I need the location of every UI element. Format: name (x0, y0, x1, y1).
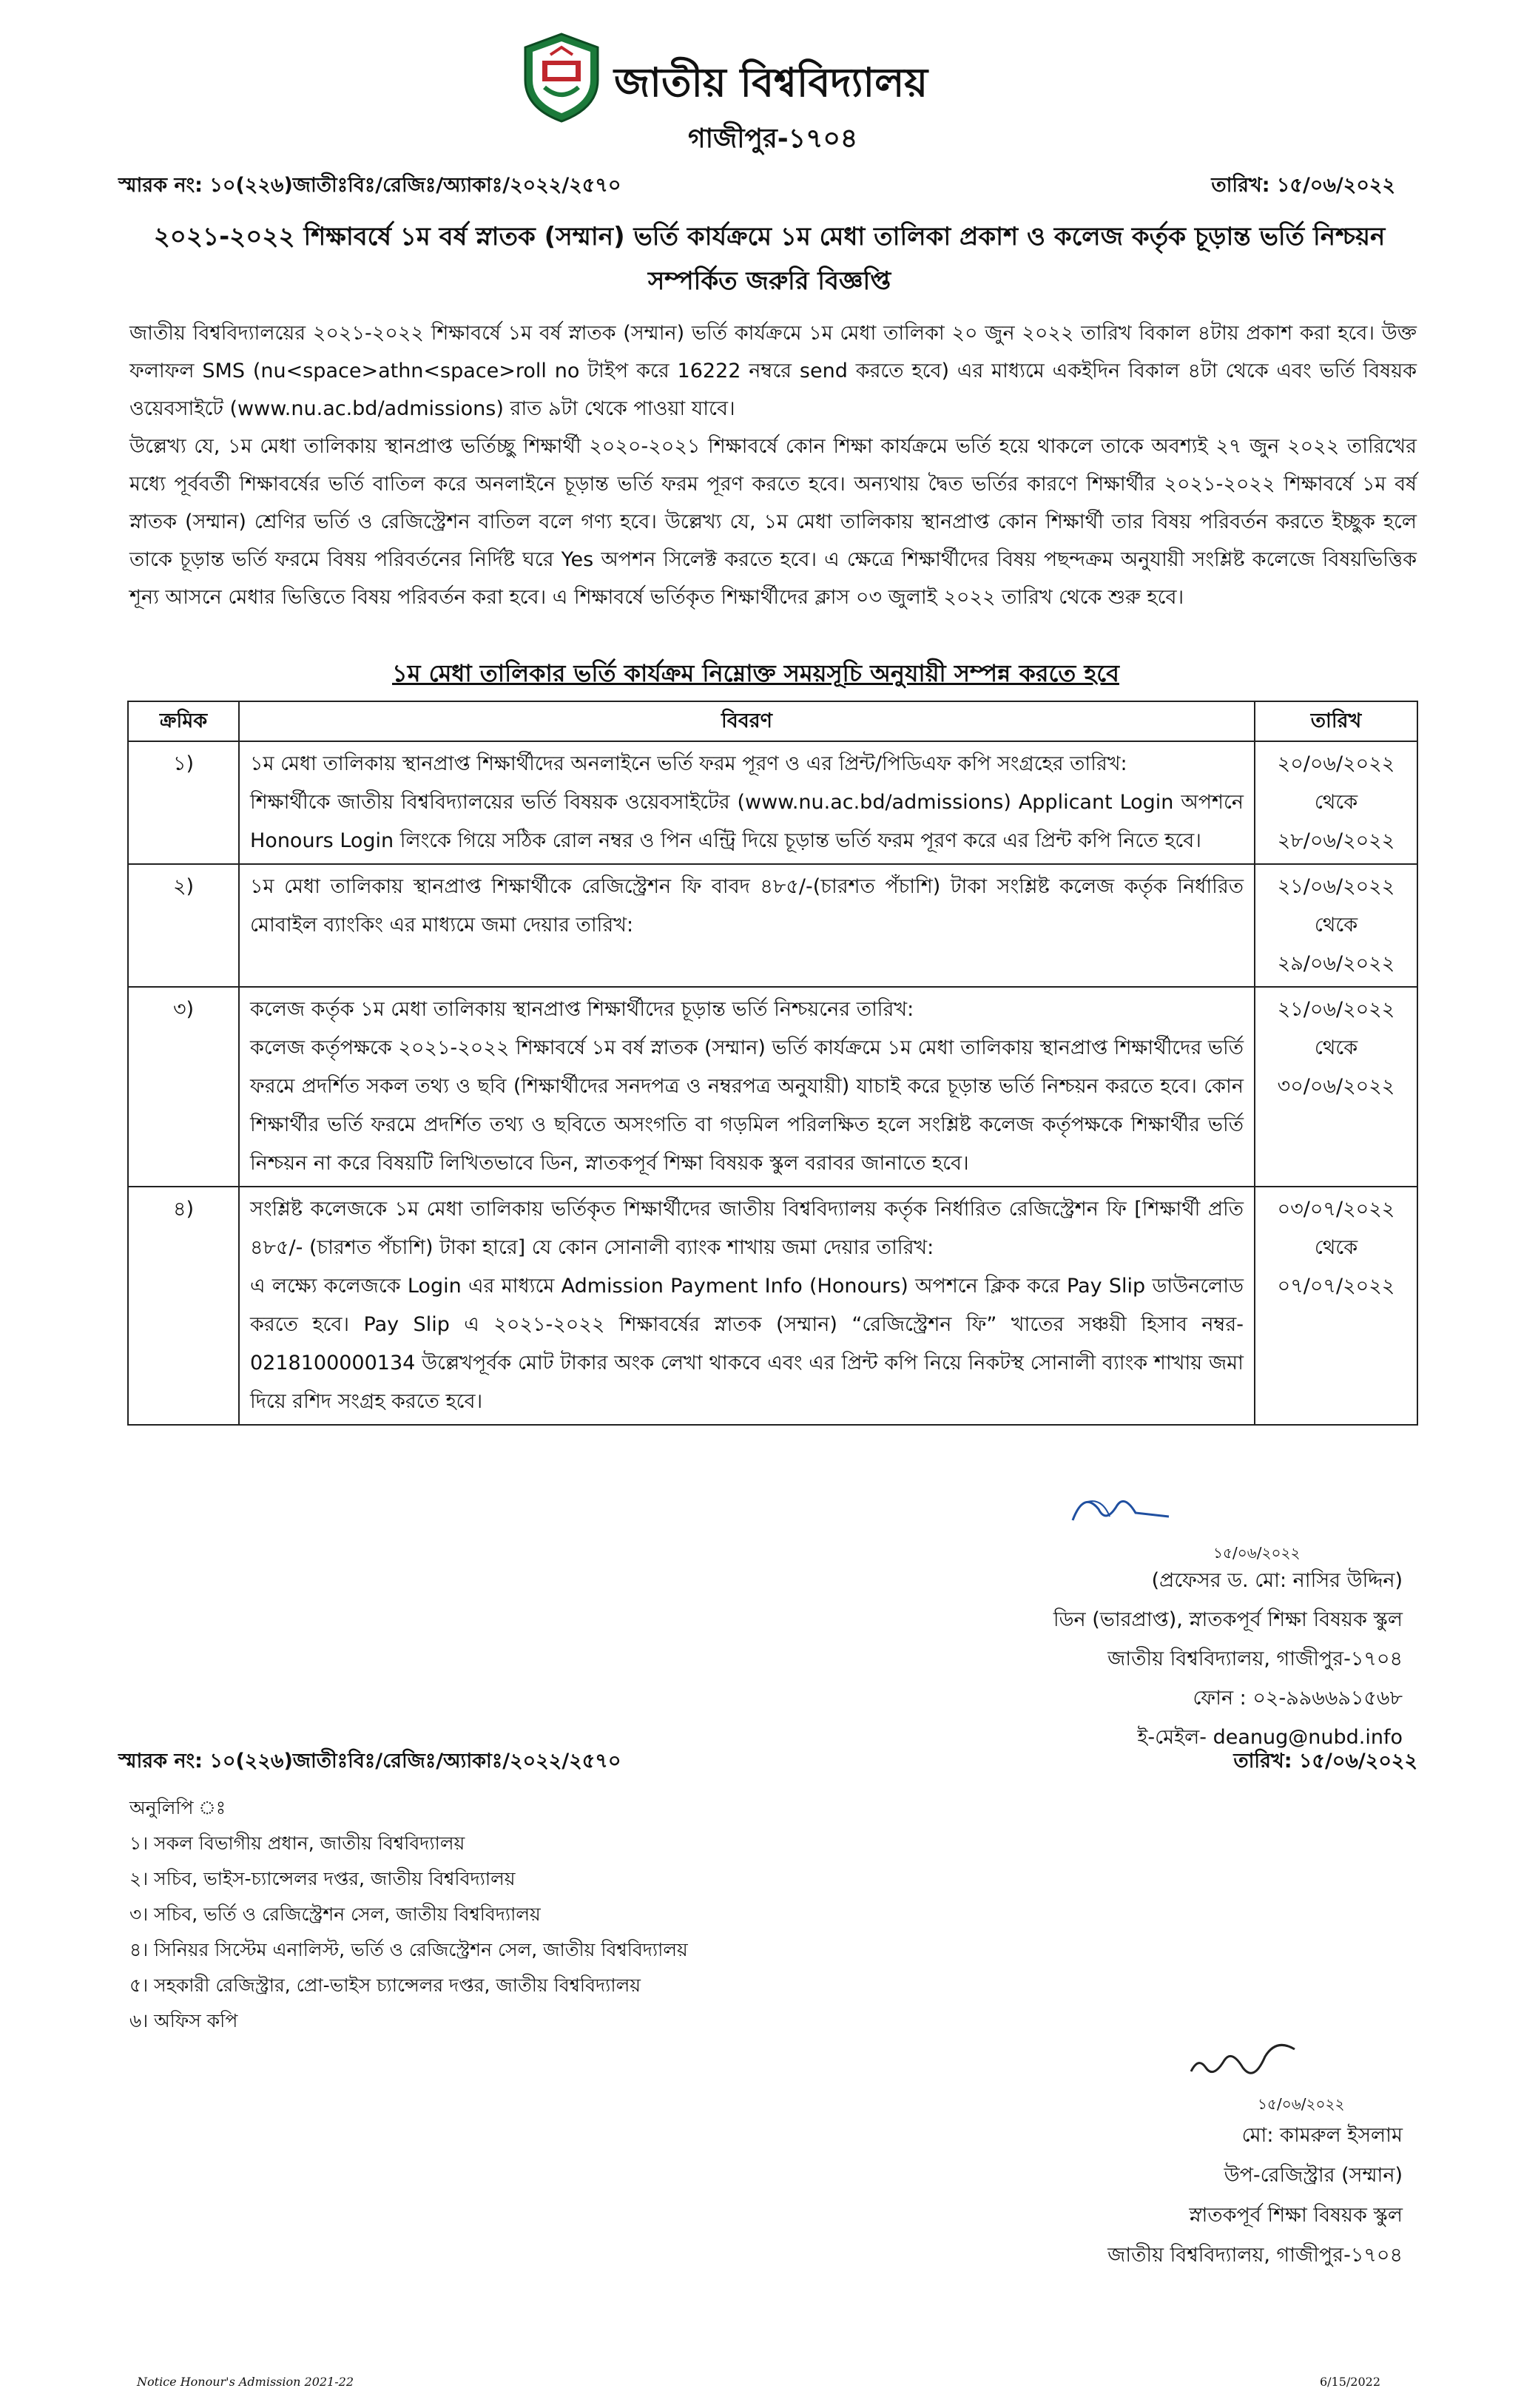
row-serial: ১) (128, 741, 239, 864)
dean-signature (1065, 1483, 1176, 1535)
date-to: ২৯/০৬/২০২২ (1277, 952, 1395, 975)
list-item: ২। সচিব, ভাইস-চ্যান্সেলর দপ্তর, জাতীয় বিশ্ববিদ্যালয় (129, 1868, 516, 1889)
list-item: ৪। সিনিয়র সিস্টেম এনালিস্ট, ভর্তি ও রেজিস্ট্রেশন সেল, জাতীয় বিশ্ববিদ্যালয় (129, 1939, 688, 1960)
row-detail: কলেজ কর্তৃপক্ষকে ২০২১-২০২২ শিক্ষাবর্ষে ১ম বর্ষ স্নাতক (সম্মান) ভর্তি কার্যক্রমে ১ম মেধা তালিকায় স্থানপ্রাপ্ত শিক্ষার্থীদের ভর্তি ফরমে প্রদর্শিত সকল তথ্য ও ছবি (শিক্ষার্থীদের সনদপত্র ও নম্বরপত্র অনুযায়ী) যাচাই করে চূড়ান্ত ভর্তি নিশ্চয়ন করতে হবে। কোন শিক্ষার্থীর ভর্তি ফরমে প্রদর্শিত তথ্য ও ছবিতে অসংগতি বা গড়মিল পরিলক্ষিত হলে সংশ্লিষ্ট কলেজ কর্তৃপক্ষকে শিক্ষার্থীর ভর্তি নিশ্চয়ন না করে বিষয়টি লিখিতভাবে ডিন, স্নাতকপূর্ব শিক্ষা বিষয়ক স্কুল বরাবর জানাতে হবে। (250, 1036, 1244, 1175)
registrar-name: মো: কামরুল ইসলাম (1241, 2124, 1403, 2147)
row-serial: ৪) (128, 1187, 239, 1425)
row-date (1255, 864, 1417, 987)
dean-signature-date: ১৫/০৬/২০২২ (1213, 1544, 1301, 1562)
memo-number: স্মারক নং: ১০(২২৬)জাতীঃবিঃ/রেজিঃ/অ্যাকাঃ/২০২২/২৫৭০ (118, 174, 621, 197)
table-row (128, 1187, 1417, 1425)
date-from: ২১/০৬/২০২২ (1277, 875, 1395, 898)
date-to-word: থেকে (1314, 1236, 1358, 1259)
university-name: জাতীয় বিশ্ববিদ্যালয় (614, 59, 928, 106)
copy-heading: অনুলিপি ঃ (129, 1797, 226, 1818)
row-serial: ২) (128, 864, 239, 987)
copy-memo-number: স্মারক নং: ১০(২২৬)জাতীঃবিঃ/রেজিঃ/অ্যাকাঃ/২০২২/২৫৭০ (118, 1750, 621, 1773)
schedule-table (127, 701, 1418, 1426)
schedule-heading: ১ম মেধা তালিকার ভর্তি কার্যক্রম নিম্নোক্ত সময়সূচি অনুযায়ী সম্পন্ন করতে হবে (392, 659, 1119, 687)
date-to: ৩০/০৬/২০২২ (1277, 1075, 1395, 1098)
notice-date: তারিখ: ১৫/০৬/২০২২ (1211, 174, 1395, 197)
registrar-organization: জাতীয় বিশ্ববিদ্যালয়, গাজীপুর-১৭০৪ (1107, 2244, 1403, 2267)
date-from: ০৩/০৭/২০২২ (1277, 1198, 1395, 1221)
row-description (239, 1187, 1255, 1425)
university-city: গাজীপুর-১৭০৪ (688, 124, 858, 154)
date-to-word: থেকে (1314, 791, 1358, 814)
date-to: ২৮/০৬/২০২২ (1277, 829, 1395, 852)
university-logo (518, 31, 605, 124)
row-detail: এ লক্ষ্যে কলেজকে Login এর মাধ্যমে Admission Payment Info (Honours) অপশনে ক্লিক করে Pay Slip ডাউনলোড করতে হবে। Pay Slip এ ২০২১-২০২২ শিক্ষাবর্ষের স্নাতক (সম্মান) “রেজিস্ট্রেশন ফি” খাতের সঞ্চয়ী হিসাব নম্বর- 0218100000134 উল্লেখপূর্বক মোট টাকার অংক লেখা থাকবে এবং এর প্রিন্ট কপি নিয়ে নিকটস্থ সোনালী ব্যাংক শাখায় জমা দিয়ে রশিদ সংগ্রহ করতে হবে। (250, 1275, 1244, 1413)
row-lead: ১ম মেধা তালিকায় স্থানপ্রাপ্ত শিক্ষার্থীদের অনলাইনে ভর্তি ফরম পূরণ ও এর প্রিন্ট/পিডিএফ কপি সংগ্রহের তারিখ: (250, 752, 1127, 775)
row-description (239, 864, 1255, 987)
body-paragraph-2: উল্লেখ্য যে, ১ম মেধা তালিকায় স্থানপ্রাপ্ত ভর্তিচ্ছু শিক্ষার্থী ২০২০-২০২১ শিক্ষাবর্ষে কোন শিক্ষা কার্যক্রমে ভর্তি হয়ে থাকলে তাকে অবশ্যই ২৭ জুন ২০২২ তারিখের মধ্যে পূর্ববর্তী শিক্ষাবর্ষের ভর্তি বাতিল করে অনলাইনে চূড়ান্ত ভর্তি ফরম পূরণ করতে হবে। অন্যথায় দ্বৈত ভর্তির কারণে শিক্ষার্থীর ২০২১-২০২২ শিক্ষাবর্ষে ১ম বর্ষ স্নাতক (সম্মান) শ্রেণির ভর্তি ও রেজিস্ট্রেশন বাতিল বলে গণ্য হবে। উল্লেখ্য যে, ১ম মেধা তালিকায় স্থানপ্রাপ্ত কোন শিক্ষার্থী তার বিষয় পরিবর্তন করতে ইচ্ছুক হলে তাকে চূড়ান্ত ভর্তি ফরমে বিষয় পরিবর্তনের নির্দিষ্ট ঘরে Yes অপশন সিলেক্ট করতে হবে। এ ক্ষেত্রে শিক্ষার্থীদের বিষয় পছন্দক্রম অনুযায়ী সংশ্লিষ্ট কলেজে বিষয়ভিত্তিক শূন্য আসনে মেধার ভিত্তিতে বিষয় পরিবর্তন করা হবে। এ শিক্ষাবর্ষে ভর্তিকৃত শিক্ষার্থীদের ক্লাস ০৩ জুলাই ২০২২ তারিখ থেকে শুরু হবে। (129, 435, 1417, 609)
registrar-school: স্নাতকপূর্ব শিক্ষা বিষয়ক স্কুল (1189, 2204, 1403, 2227)
table-row (128, 741, 1417, 864)
copy-list (129, 1790, 688, 2039)
row-lead: কলেজ কর্তৃক ১ম মেধা তালিকায় স্থানপ্রাপ্ত শিক্ষার্থীদের চূড়ান্ত ভর্তি নিশ্চয়নের তারিখ: (250, 998, 914, 1021)
footer-document-label: Notice Honour's Admission 2021-22 (137, 2375, 354, 2389)
date-to: ০৭/০৭/২০২২ (1277, 1275, 1395, 1298)
list-item: ৩। সচিব, ভর্তি ও রেজিস্ট্রেশন সেল, জাতীয় বিশ্ববিদ্যালয় (129, 1903, 541, 1925)
notice-body (129, 314, 1417, 616)
row-description (239, 741, 1255, 864)
row-date (1255, 1187, 1417, 1425)
date-to-word: থেকে (1314, 914, 1358, 937)
notice-title: ২০২১-২০২২ শিক্ষাবর্ষে ১ম বর্ষ স্নাতক (সম্মান) ভর্তি কার্যক্রমে ১ম মেধা তালিকা প্রকাশ ও কলেজ কর্তৃক চূড়ান্ত ভর্তি নিশ্চয়ন সম্পর্কিত জরুরি বিজ্ঞপ্তি (153, 222, 1386, 296)
dean-designation: ডিন (ভারপ্রাপ্ত), স্নাতকপূর্ব শিক্ষা বিষয়ক স্কুল (1053, 1608, 1403, 1631)
table-row (128, 987, 1417, 1187)
column-header-date: তারিখ (1255, 701, 1417, 741)
row-lead: সংশ্লিষ্ট কলেজকে ১ম মেধা তালিকায় ভর্তিকৃত শিক্ষার্থীদের জাতীয় বিশ্ববিদ্যালয় কর্তৃক নির্ধারিত রেজিস্ট্রেশন ফি [শিক্ষার্থী প্রতি ৪৮৫/- (চারশত পঁচাশি) টাকা হারে] যে কোন সোনালী ব্যাংক শাখায় জমা দেয়ার তারিখ: (250, 1198, 1244, 1259)
registrar-signature-date: ১৫/০৬/২০২২ (1258, 2095, 1345, 2113)
column-header-description: বিবরণ (239, 701, 1255, 741)
table-header-row (128, 701, 1417, 741)
row-description (239, 987, 1255, 1187)
list-item: ৬। অফিস কপি (129, 2010, 238, 2031)
date-to-word: থেকে (1314, 1036, 1358, 1059)
row-date (1255, 987, 1417, 1187)
copy-date: তারিখ: ১৫/০৬/২০২২ (1233, 1750, 1417, 1773)
dean-phone: ফোন : ০২-৯৯৬৬৯১৫৬৮ (1193, 1687, 1403, 1710)
list-item: ৫। সহকারী রেজিস্ট্রার, প্রো-ভাইস চ্যান্সেলর দপ্তর, জাতীয় বিশ্ববিদ্যালয় (129, 1974, 641, 1996)
registrar-signature (1184, 2027, 1309, 2090)
row-detail: শিক্ষার্থীকে জাতীয় বিশ্ববিদ্যালয়ের ভর্তি বিষয়ক ওয়েবসাইটের (www.nu.ac.bd/admissions) Applicant Login অপশনে Honours Login লিংকে গিয়ে সঠিক রোল নম্বর ও পিন এন্ট্রি দিয়ে চূড়ান্ত ভর্তি ফরম পূরণ করে এর প্রিন্ট কপি নিতে হবে। (250, 791, 1244, 852)
dean-name: (প্রফেসর ড. মো: নাসির উদ্দিন) (1151, 1569, 1403, 1592)
dean-email: ই-মেইল- deanug@nubd.info (1137, 1726, 1403, 1749)
date-from: ২১/০৬/২০২২ (1277, 998, 1395, 1021)
row-lead: ১ম মেধা তালিকায় স্থানপ্রাপ্ত শিক্ষার্থীকে রেজিস্ট্রেশন ফি বাবদ ৪৮৫/-(চারশত পঁচাশি) টাকা সংশ্লিষ্ট কলেজ কর্তৃক নির্ধারিত মোবাইল ব্যাংকিং এর মাধ্যমে জমা দেয়ার তারিখ: (250, 875, 1244, 937)
body-paragraph-1: জাতীয় বিশ্ববিদ্যালয়ের ২০২১-২০২২ শিক্ষাবর্ষে ১ম বর্ষ স্নাতক (সম্মান) ভর্তি কার্যক্রমে ১ম মেধা তালিকা ২০ জুন ২০২২ তারিখ বিকাল ৪টায় প্রকাশ করা হবে। উক্ত ফলাফল SMS (nu<space>athn<space>roll no টাইপ করে 16222 নম্বরে send করতে হবে) এর মাধ্যমে একইদিন বিকাল ৪টা থেকে এবং ভর্তি বিষয়ক ওয়েবসাইটে (www.nu.ac.bd/admissions) রাত ৯টা থেকে পাওয়া যাবে। (129, 322, 1417, 420)
column-header-serial: ক্রমিক (128, 701, 239, 741)
registrar-signatory-block (1107, 2116, 1403, 2276)
registrar-designation: উপ-রেজিস্ট্রার (সম্মান) (1224, 2164, 1403, 2187)
list-item: ১। সকল বিভাগীয় প্রধান, জাতীয় বিশ্ববিদ্যালয় (129, 1832, 465, 1854)
dean-signatory-block (1053, 1561, 1403, 1757)
row-date (1255, 741, 1417, 864)
date-from: ২০/০৬/২০২২ (1277, 752, 1395, 775)
footer-print-date: 6/15/2022 (1319, 2375, 1380, 2389)
row-serial: ৩) (128, 987, 239, 1187)
dean-organization: জাতীয় বিশ্ববিদ্যালয়, গাজীপুর-১৭০৪ (1107, 1648, 1403, 1670)
table-row (128, 864, 1417, 987)
